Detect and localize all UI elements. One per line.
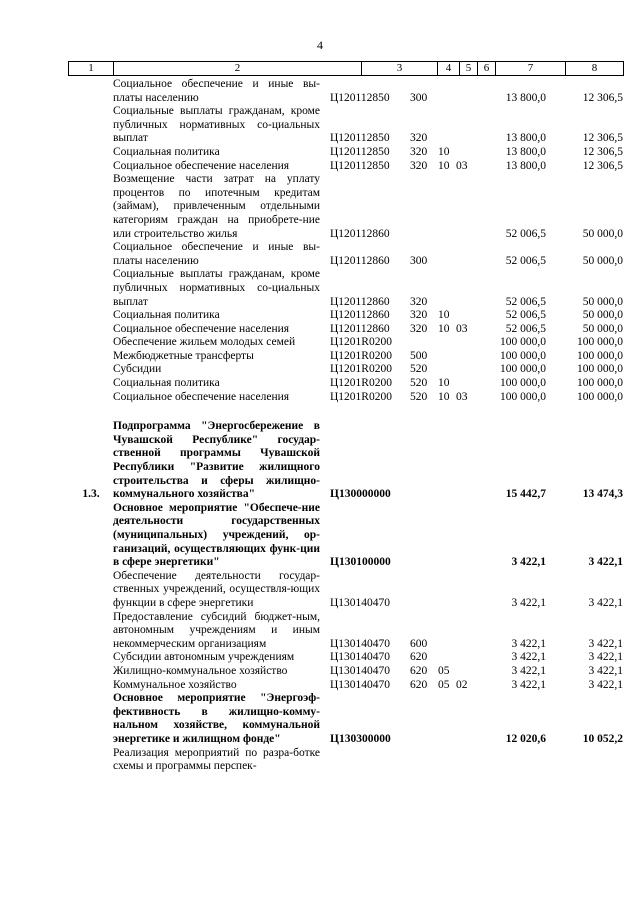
expense-type-code: 620 [410,678,428,691]
row-description: Социальное обеспечение населения [113,322,290,335]
amount-executed: 12 306,5 [582,91,623,104]
amount-executed: 10 052,2 [582,732,623,745]
table-row [0,336,640,350]
table-row [0,160,640,174]
table-row [0,651,640,665]
target-article-code: Ц120112860 [330,227,390,240]
target-article-code: Ц130100000 [330,556,391,569]
table-row [0,241,640,268]
amount-executed: 100 000,0 [577,377,623,390]
header-col-8: 8 [565,62,623,75]
amount-approved: 100 000,0 [500,363,546,376]
target-article-code: Ц120112860 [330,322,390,335]
amount-executed: 3 422,1 [588,637,623,650]
row-description: Субсидии [113,363,162,376]
header-col-1: 1 [88,62,94,74]
amount-approved: 100 000,0 [500,377,546,390]
expense-type-code: 520 [410,390,428,403]
amount-executed: 12 306,5 [582,159,623,172]
header-col-7: 7 [495,62,565,75]
target-article-code: Ц1201R0200 [330,349,392,362]
row-number: 1.3. [82,488,100,501]
table-row [0,309,640,323]
target-article-code: Ц130140470 [330,596,391,609]
target-article-code: Ц130140470 [330,664,391,677]
row-description: Социальные выплаты гражданам, кроме публичных нормативных со-циальных выплат [113,268,320,308]
amount-executed: 50 000,0 [582,322,623,335]
section-code: 05 [438,664,450,677]
row-description: Субсидии автономным учреждениям [113,651,295,664]
expense-type-code: 300 [410,91,428,104]
row-description: Подпрограмма "Энергосбережение в Чувашской Республике" государ-ственной программы Чувашской Республики "Развитие жилищного строительства и сферы жилищно-коммунального хозяйства" [113,420,320,501]
target-article-code: Ц120112860 [330,295,390,308]
amount-approved: 100 000,0 [500,390,546,403]
row-description: Жилищно-коммунальное хозяйство [113,664,288,677]
header-col-5: 5 [459,62,477,75]
row-description: Коммунальное хозяйство [113,678,237,691]
target-article-code: Ц120112860 [330,254,390,267]
amount-approved: 3 422,1 [511,556,546,569]
amount-approved: 52 006,5 [505,254,546,267]
amount-approved: 13 800,0 [505,159,546,172]
table-row [0,747,640,774]
expense-type-code: 520 [410,377,428,390]
section-code: 05 [438,678,450,691]
header-col-3: 3 [361,62,437,75]
table-row [0,105,640,146]
amount-executed: 3 422,1 [588,651,623,664]
target-article-code: Ц130300000 [330,732,391,745]
expense-type-code: 320 [410,295,428,308]
subsection-code: 03 [456,322,468,335]
table-row [0,570,640,611]
row-description: Социальные выплаты гражданам, кроме публичных нормативных со-циальных выплат [113,105,320,145]
header-col-6: 6 [477,62,495,75]
target-article-code: Ц130140470 [330,651,391,664]
row-description: Социальная политика [113,377,220,390]
amount-approved: 3 422,1 [511,637,546,650]
subsection-code: 03 [456,159,468,172]
table-row [0,665,640,679]
table-row [0,146,640,160]
amount-approved: 52 006,5 [505,295,546,308]
target-article-code: Ц130000000 [330,488,391,501]
amount-executed: 50 000,0 [582,254,623,267]
row-description: Основное мероприятие "Энергоэф-фективность в жилищно-комму-нальном хозяйстве, коммунальной энергетике и жилищном фонде" [113,692,320,745]
row-description: Социальная политика [113,309,220,322]
amount-executed: 13 474,3 [582,488,623,501]
target-article-code: Ц120112850 [330,145,390,158]
expense-type-code: 620 [410,651,428,664]
subsection-code: 02 [456,678,468,691]
amount-approved: 15 442,7 [505,488,546,501]
target-article-code: Ц120112850 [330,159,390,172]
amount-approved: 3 422,1 [511,651,546,664]
amount-approved: 100 000,0 [500,349,546,362]
row-description: Обеспечение деятельности государ-ственных учреждений, осуществля-ющих функции в сфере энергетики [113,569,320,609]
amount-executed: 50 000,0 [582,227,623,240]
row-description: Социальное обеспечение населения [113,159,290,172]
expense-type-code: 320 [410,309,428,322]
amount-executed: 3 422,1 [588,596,623,609]
row-description: Межбюджетные трансферты [113,349,254,362]
section-code: 10 [438,159,450,172]
expense-type-code: 320 [410,145,428,158]
amount-approved: 52 006,5 [505,322,546,335]
amount-executed: 100 000,0 [577,336,623,349]
amount-approved: 13 800,0 [505,145,546,158]
table-row [0,173,640,241]
amount-approved: 52 006,5 [505,309,546,322]
row-description: Основное мероприятие "Обеспече-ние деятельности государственных (муниципальных) учреждений, ор-ганизаций, осуществляющих функ-ции в сфере энергетики" [113,501,320,569]
row-spacer [0,404,640,420]
target-article-code: Ц1201R0200 [330,336,392,349]
row-description: Социальное обеспечение и иные вы-платы населению [113,78,320,104]
target-article-code: Ц120112850 [330,132,390,145]
row-description: Социальная политика [113,145,220,158]
table-row [0,692,640,746]
table-row [0,420,640,502]
amount-executed: 3 422,1 [588,678,623,691]
amount-executed: 100 000,0 [577,349,623,362]
row-description: Социальное обеспечение и иные вы-платы населению [113,241,320,267]
subsection-code: 03 [456,390,468,403]
amount-approved: 3 422,1 [511,678,546,691]
amount-approved: 13 800,0 [505,132,546,145]
amount-executed: 50 000,0 [582,309,623,322]
target-article-code: Ц1201R0200 [330,363,392,376]
amount-approved: 3 422,1 [511,664,546,677]
section-code: 10 [438,309,450,322]
target-article-code: Ц130140470 [330,678,391,691]
page-number: 4 [317,38,323,52]
amount-executed: 12 306,5 [582,145,623,158]
row-description: Социальное обеспечение населения [113,390,290,403]
section-code: 10 [438,145,450,158]
amount-approved: 13 800,0 [505,91,546,104]
section-code: 10 [438,390,450,403]
table-row [0,679,640,693]
target-article-code: Ц130140470 [330,637,391,650]
expense-type-code: 320 [410,132,428,145]
table-row [0,391,640,405]
amount-executed: 12 306,5 [582,132,623,145]
expense-type-code: 320 [410,322,428,335]
table-row [0,611,640,652]
amount-approved: 3 422,1 [511,596,546,609]
amount-executed: 100 000,0 [577,390,623,403]
target-article-code: Ц120112860 [330,309,390,322]
table-row [0,323,640,337]
amount-approved: 100 000,0 [500,336,546,349]
expense-type-code: 600 [410,637,428,650]
table-row [0,377,640,391]
header-col-4: 4 [437,62,459,75]
amount-executed: 3 422,1 [588,664,623,677]
table-row [0,363,640,377]
target-article-code: Ц1201R0200 [330,377,392,390]
section-code: 10 [438,377,450,390]
table-row [0,502,640,570]
header-col-2: 2 [113,62,361,75]
table-body [0,78,640,774]
table-row [0,268,640,309]
target-article-code: Ц120112850 [330,91,390,104]
row-description: Реализация мероприятий по разра-ботке схемы и программы перспек- [113,746,320,773]
table-row [0,78,640,105]
amount-approved: 52 006,5 [505,227,546,240]
expense-type-code: 300 [410,254,428,267]
row-description: Обеспечение жильем молодых семей [113,336,296,349]
expense-type-code: 500 [410,349,428,362]
row-description: Предоставление субсидий бюджет-ным, автономным учреждениям и иным некоммерческим организациям [113,610,320,650]
expense-type-code: 620 [410,664,428,677]
amount-executed: 50 000,0 [582,295,623,308]
target-article-code: Ц1201R0200 [330,390,392,403]
table-row [0,350,640,364]
amount-approved: 12 020,6 [505,732,546,745]
amount-executed: 3 422,1 [588,556,623,569]
row-description: Возмещение части затрат на уплату процентов по ипотечным кредитам (займам), привлеченным отдельными категориям граждан на приобрете-ние или строительство жилья [113,173,320,240]
section-code: 10 [438,322,450,335]
expense-type-code: 320 [410,159,428,172]
amount-executed: 100 000,0 [577,363,623,376]
expense-type-code: 520 [410,363,428,376]
table-header [68,61,624,76]
